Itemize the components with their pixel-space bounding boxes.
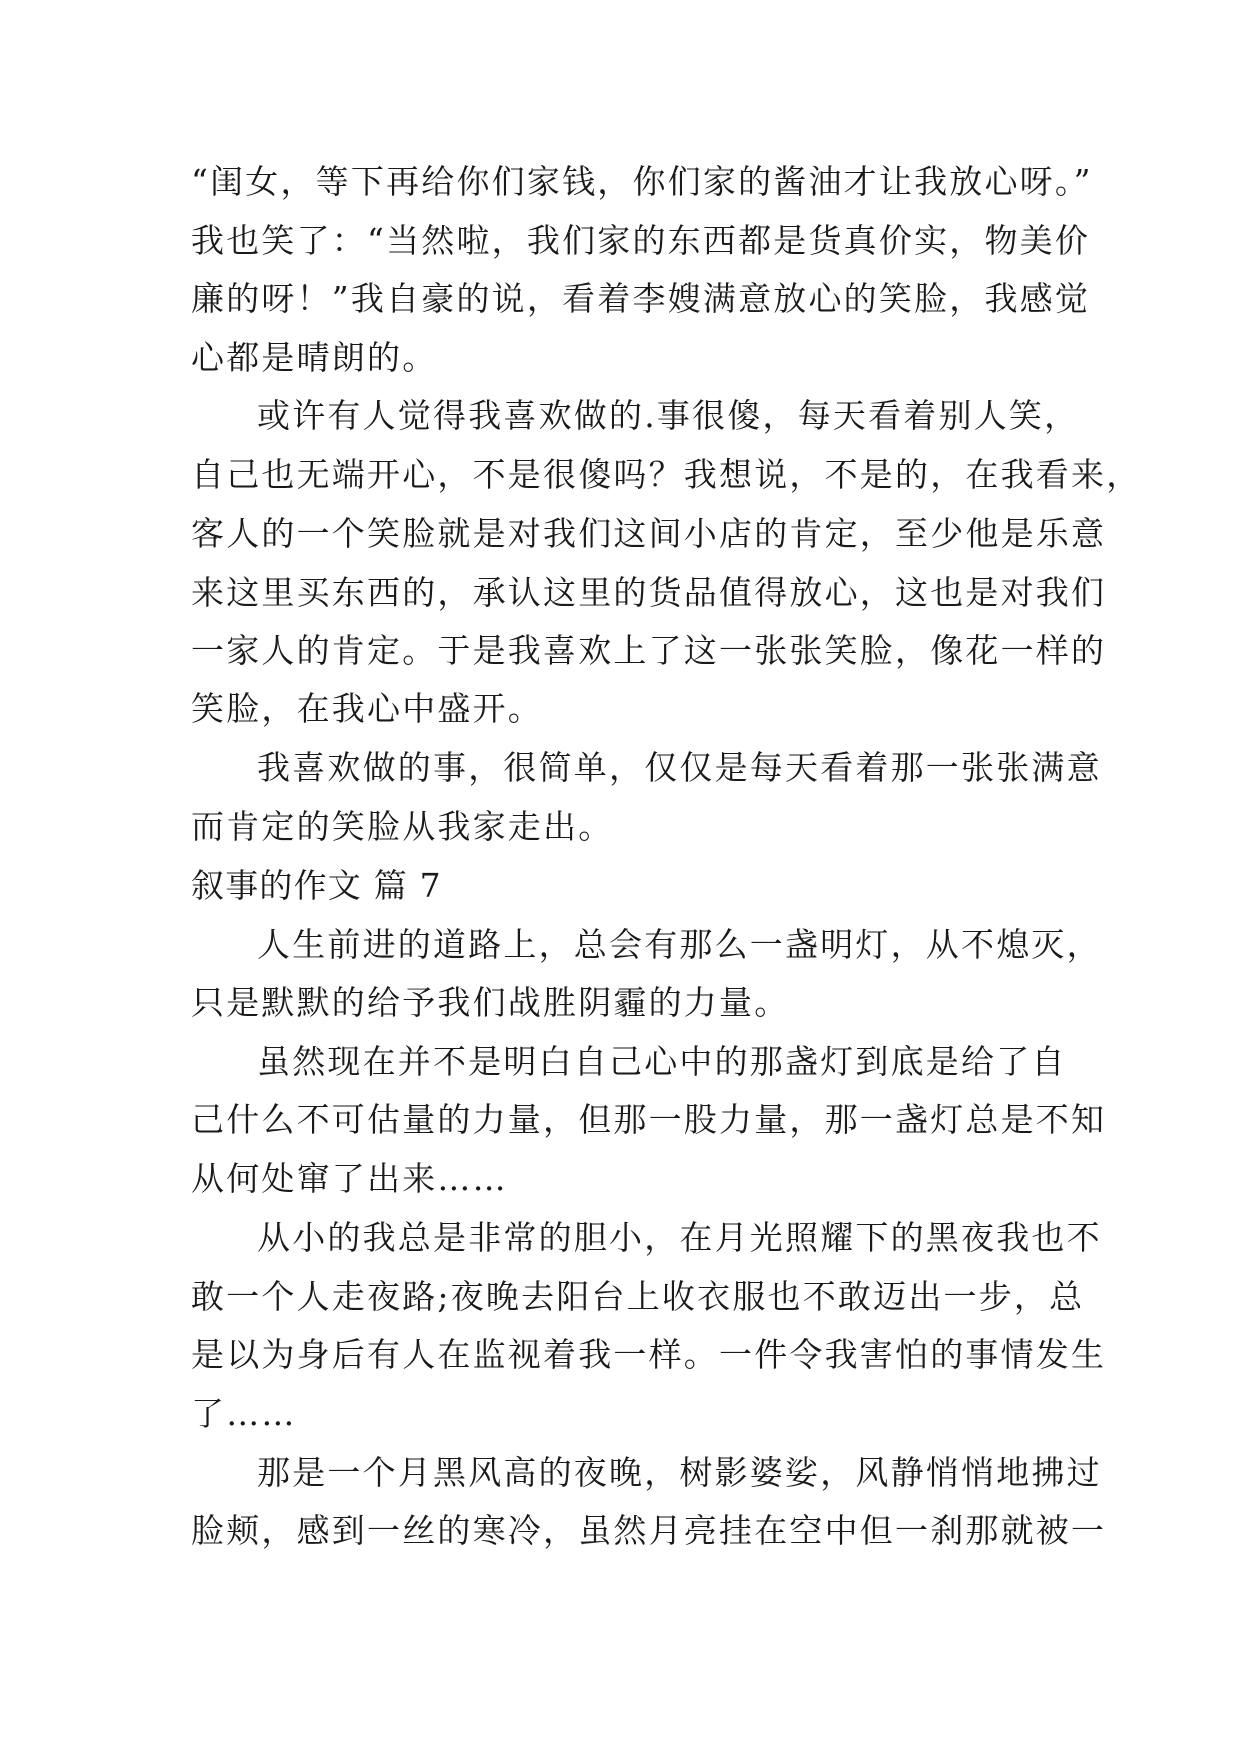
text-line: 心都是晴朗的。	[191, 338, 438, 377]
text-line: 客人的一个笑脸就是对我们这间小店的肯定，至少他是乐意	[191, 514, 1107, 553]
text-line: 来这里买东西的，承认这里的货品值得放心，这也是对我们	[191, 573, 1107, 612]
section-heading: 叙事的作文 篇 7	[191, 866, 442, 905]
paragraph-first-line: 那是一个月黑风高的夜晚，树影婆娑，风静悄悄地拂过	[257, 1453, 1102, 1492]
paragraph-first-line: 或许有人觉得我喜欢做的.事很傻，每天看着别人笑，	[257, 396, 1080, 435]
text-line: 而肯定的笑脸从我家走出。	[191, 807, 614, 846]
text-line: 是以为身后有人在监视着我一样。一件令我害怕的事情发生	[191, 1335, 1107, 1374]
text-line: 一家人的肯定。于是我喜欢上了这一张张笑脸，像花一样的	[191, 631, 1107, 670]
text-line: 笑脸，在我心中盛开。	[191, 689, 543, 728]
paragraph-first-line: 我喜欢做的事，很简单，仅仅是每天看着那一张张满意	[257, 748, 1102, 787]
text-line: 脸颊，感到一丝的寒冷，虽然月亮挂在空中但一刹那就被一	[191, 1511, 1107, 1550]
text-line: 己什么不可估量的力量，但那一股力量，那一盏灯总是不知	[191, 1100, 1107, 1139]
paragraph-first-line: 从小的我总是非常的胆小，在月光照耀下的黑夜我也不	[257, 1218, 1102, 1257]
paragraph-first-line: 虽然现在并不是明白自己心中的那盏灯到底是给了自	[257, 1042, 1067, 1081]
text-line: 了……	[191, 1394, 297, 1433]
text-line: 廉的呀！”我自豪的说，看着李嫂满意放心的笑脸，我感觉	[191, 279, 1091, 318]
paragraph-first-line: 人生前进的道路上，总会有那么一盏明灯，从不熄灭，	[257, 925, 1102, 964]
text-line: 自己也无端开心，不是很傻吗？我想说，不是的，在我看来，	[191, 455, 1142, 494]
text-line: “闺女，等下再给你们家钱，你们家的酱油才让我放心呀。”	[191, 162, 1093, 201]
text-line: 从何处窜了出来……	[191, 1159, 508, 1198]
text-line: 敢一个人走夜路;夜晚去阳台上收衣服也不敢迈出一步，总	[191, 1277, 1085, 1316]
text-line: 我也笑了：“当然啦，我们家的东西都是货真价实，物美价	[191, 221, 1091, 260]
text-line: 只是默默的给予我们战胜阴霾的力量。	[191, 983, 790, 1022]
